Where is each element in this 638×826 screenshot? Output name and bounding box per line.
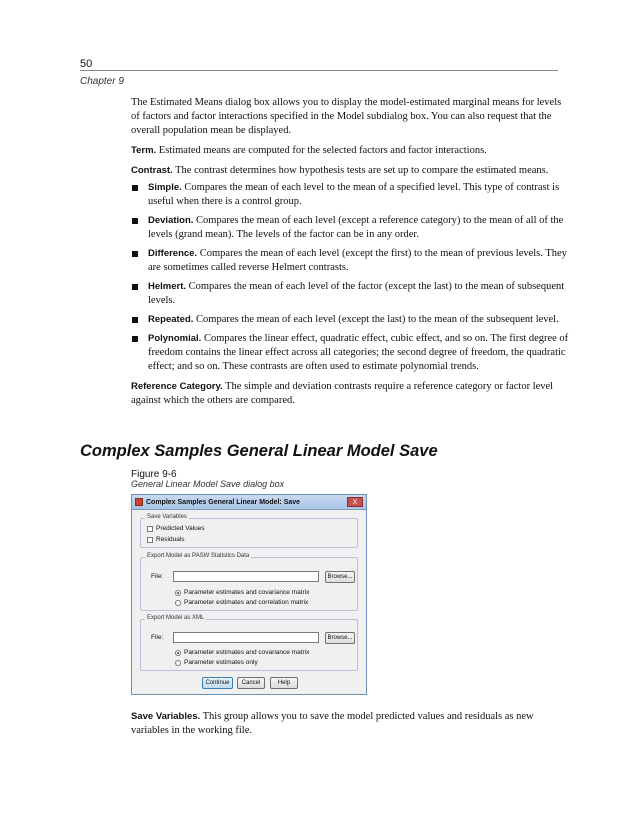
header-rule [80, 70, 558, 71]
predicted-values-checkbox[interactable] [147, 525, 205, 532]
bullet-text: Compares the mean of each level of the factor (except the last) to the mean of subsequent levels. [148, 281, 565, 306]
list-item [131, 280, 571, 308]
bullet-text: Compares the linear effect, quadratic effect, cubic effect, and so on. The first degree of freedom contains the linear effect across all categories; the second degree of freedom, the quadratic effect; and so on. These contrasts are often used to estimate polynomial trends. [148, 333, 569, 372]
dialog-title: Complex Samples General Linear Model: Save [146, 498, 301, 506]
group-legend: Export Model as XML [147, 615, 205, 621]
radio-label: Parameter estimates and covariance matrix [184, 589, 310, 596]
term-label: Term. [131, 145, 157, 156]
bullet-icon [132, 185, 138, 191]
help-button[interactable]: Help [270, 677, 298, 689]
radio-icon[interactable] [175, 590, 181, 596]
bullet-label: Polynomial. [148, 333, 202, 344]
file-label: File: [151, 634, 164, 641]
page-number: 50 [80, 58, 93, 70]
correlation-radio[interactable] [175, 599, 308, 606]
estimated-means-section [131, 96, 571, 414]
continue-button[interactable]: Continue [202, 677, 233, 689]
cancel-button[interactable]: Cancel [237, 677, 265, 689]
bullet-text: Compares the mean of each level (except the first) to the mean of previous levels. They are sometimes called reverse Helmert contrasts. [148, 248, 567, 273]
bullet-text: Compares the mean of each level (except a reference category) to the mean of all of the levels (grand mean). The levels of the factor can be in any order. [148, 215, 564, 240]
browse-button[interactable]: Browse... [325, 632, 355, 644]
file-label: File: [151, 573, 164, 580]
checkbox-icon[interactable] [147, 526, 153, 532]
intro-paragraph: The Estimated Means dialog box allows you to display the model-estimated marginal means for levels of factors and factor interactions specified in the Model subdialog box. You can also request that the overall population mean be displayed. [131, 97, 562, 136]
group-legend: Export Model as PASW Statistics Data [147, 553, 250, 559]
contrast-list [131, 181, 571, 374]
list-item [131, 332, 571, 374]
bullet-label: Difference. [148, 248, 198, 259]
bullet-icon [132, 251, 138, 257]
list-item [131, 247, 571, 275]
bullet-icon [132, 317, 138, 323]
term-text: Estimated means are computed for the selected factors and factor interactions. [156, 145, 487, 156]
export-pasw-group [140, 553, 358, 611]
save-variables-description [131, 710, 571, 744]
app-icon [135, 498, 143, 506]
reference-category-paragraph [131, 380, 571, 408]
radio-label: Parameter estimates and correlation matrix [184, 599, 309, 606]
bullet-label: Deviation. [148, 215, 194, 226]
save-variables-group [140, 514, 358, 548]
estimates-only-radio[interactable] [175, 659, 258, 666]
dialog-titlebar[interactable] [132, 495, 366, 510]
list-item [131, 313, 571, 327]
save-dialog [131, 494, 367, 695]
save-variables-text: This group allows you to save the model predicted values and residuals as new variables in the working file. [131, 711, 534, 736]
bullet-text: Compares the mean of each level (except the last) to the mean of the subsequent level. [193, 314, 559, 325]
figure-label: Figure 9-6 [131, 469, 177, 480]
reference-category-label: Reference Category. [131, 381, 223, 392]
bullet-icon [132, 284, 138, 290]
figure-caption: General Linear Model Save dialog box [131, 479, 285, 489]
bullet-label: Repeated. [148, 314, 194, 325]
radio-icon[interactable] [175, 650, 181, 656]
section-title: Complex Samples General Linear Model Save [80, 442, 438, 460]
bullet-icon [132, 218, 138, 224]
save-variables-label: Save Variables. [131, 711, 201, 722]
file-input[interactable] [173, 571, 319, 582]
radio-icon[interactable] [175, 660, 181, 666]
checkbox-icon[interactable] [147, 537, 153, 543]
contrast-paragraph [131, 164, 571, 178]
browse-button[interactable]: Browse... [325, 571, 355, 583]
contrast-text: The contrast determines how hypothesis tests are set up to compare the estimated means. [172, 165, 549, 176]
bullet-label: Helmert. [148, 281, 187, 292]
term-paragraph [131, 144, 571, 158]
covariance-radio[interactable] [175, 649, 309, 656]
radio-label: Parameter estimates only [184, 659, 258, 666]
checkbox-label: Predicted Values [156, 525, 205, 532]
save-variables-paragraph [131, 710, 571, 738]
file-input[interactable] [173, 632, 319, 643]
close-button[interactable]: X [347, 497, 363, 507]
residuals-checkbox[interactable] [147, 536, 185, 543]
radio-icon[interactable] [175, 600, 181, 606]
bullet-label: Simple. [148, 182, 182, 193]
chapter-label: Chapter 9 [80, 76, 124, 87]
export-xml-group [140, 615, 358, 671]
group-legend: Save Variables [147, 514, 187, 520]
contrast-label: Contrast. [131, 165, 173, 176]
checkbox-label: Residuals [156, 536, 185, 543]
bullet-icon [132, 336, 138, 342]
radio-label: Parameter estimates and covariance matrix [184, 649, 310, 656]
bullet-text: Compares the mean of each level to the mean of a specified level. This type of contrast is useful when there is a control group. [148, 182, 560, 207]
list-item [131, 181, 571, 209]
reference-category-text: The simple and deviation contrasts require a reference category or factor level against which the others are compared. [131, 381, 554, 406]
list-item [131, 214, 571, 242]
covariance-radio[interactable] [175, 589, 309, 596]
